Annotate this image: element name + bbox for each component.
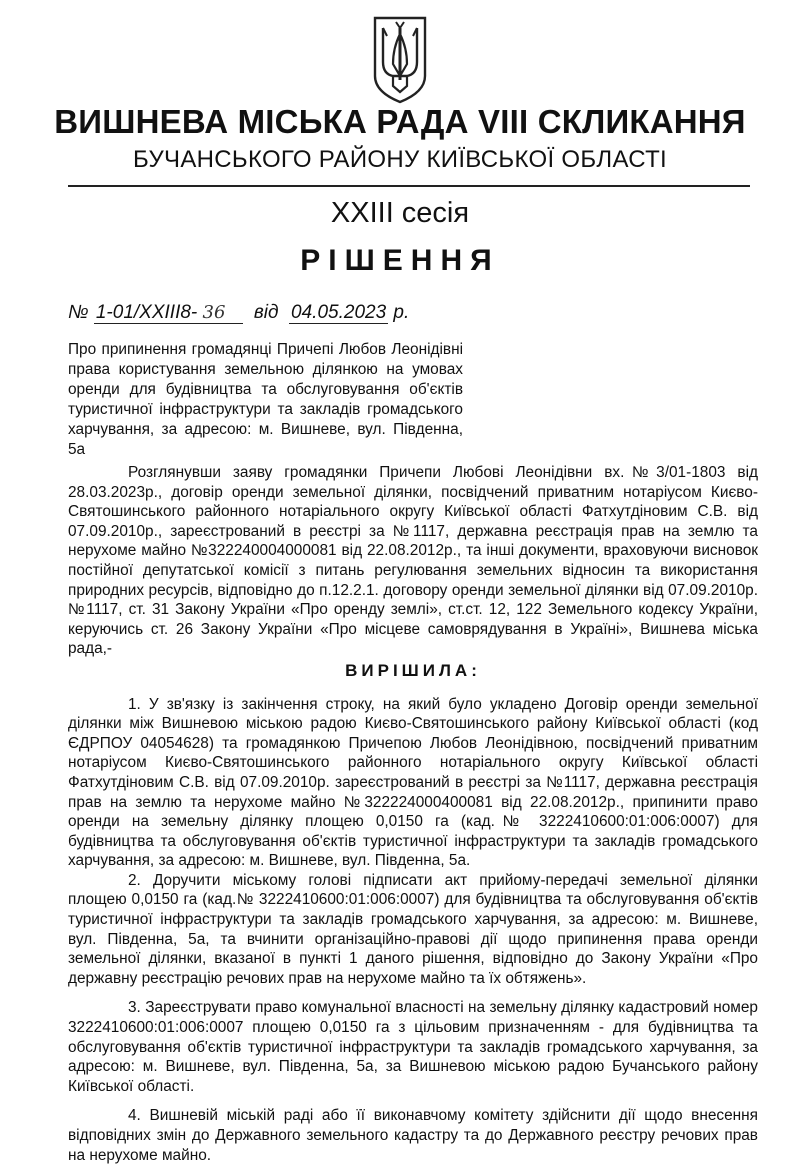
header-divider [68, 185, 750, 187]
district-name: БУЧАНСЬКОГО РАЙОНУ КИЇВСЬКОЇ ОБЛАСТІ [132, 146, 668, 173]
session-title: XXIII сесія [330, 197, 470, 229]
preamble-paragraph: Розглянувши заяву громадянки Причепи Любові Леонідівни вх.№3/01-1803 від 28.03.2023р., договір оренди земельної ділянки, посвідчений приватним нотаріусом Києво-Святошинського районного нотаріального округу Київської області Фатхутдіновим С.В. від 07.09.2010р., зареєстрований в реєстрі за №1117, державна реєстрація прав на землю та нерухоме майно №322240004000081 від 22.08.2012р., та інші документи, враховуючи висновок постійної депутатської комісії з питань регулювання земельних відносин та використання природних ресурсів, відповідно до п.12.2.1. договору оренди земельної ділянки від 07.09.2010р. №1117, ст. 31 Закону України «Про оренду землі», ст.ст. 12, 122 Земельного кодексу України, керуючись ст. 26 Закону України «Про місцеве самоврядування в Україні», Вишнева міська рада,- [68, 464, 758, 658]
decision-number [94, 302, 243, 324]
decision-number-value: 1-01/XXIII8- [95, 302, 198, 323]
decision-item-3: 3. Зареєструвати право комунальної власності на земельну ділянку кадастровий номер 3222410600:01:006:0007 площею 0,0150 га з цільовим призначенням - для будівництва та обслуговування об'єктів туристичної інфраструктури та закладів громадського харчування, за адресою: м. Вишневе, вул. Південна, 5а, за Вишневою міською радою Бучанського району Київської області. [68, 999, 758, 1095]
decision-item-4: 4. Вишневій міській раді або її виконавчому комітету здійснити дії щодо внесення відповідних змін до Державного земельного кадастру та до Державного реєстру речових прав на нерухоме майно. [68, 1107, 758, 1164]
decision-item-2: 2. Доручити міському голові підписати акт прийому-передачі земельної ділянки площею 0,0150 га (кад.№ 3222410600:01:006:0007) для будівництва та обслуговування об'єктів туристичної інфраструктури та закладів громадського харчування, за адресою: м. Вишневе, вул. Південна, 5а, та вчинити організаційно-правові дії щодо припинення права оренди земельної ділянки, вказаної в пункті 1 даного рішення, відповідно до Закону України «Про державну реєстрацію речових прав на нерухоме майно та їх обтяжень». [68, 871, 758, 987]
trident-coat-of-arms-icon [371, 14, 429, 104]
date-suffix: р. [393, 302, 410, 323]
number-prefix: № [68, 302, 89, 323]
decision-date: 04.05.2023 [291, 302, 387, 323]
council-name: ВИШНЕВА МІСЬКА РАДА VIII СКЛИКАННЯ [54, 103, 746, 140]
decision-title: РІШЕННЯ [300, 244, 500, 277]
decision-number-line [68, 302, 409, 324]
decision-item-1: 1. У зв'язку із закінчення строку, на який було укладено Договір оренди земельної ділянки між Вишневою міською радою Києво-Святошинського району Київської області (код ЄДРПОУ 04054628) та громадянкою Причепою Любов Леонідівною, посвідчений приватним нотаріусом Києво-Святошинського районного нотаріального округу Київської області Фатхутдіновим С.В. від 07.09.2010р. зареєстрований в реєстрі за №1117, державна реєстрація прав на землю та нерухоме майно №322224000400081 від 22.08.2012р., припинити право оренди на земельну ділянку площею 0,0150 га (кад.№ 3222410600:01:006:0007) для будівництва та обслуговування об'єктів туристичної інфраструктури та закладів громадського харчування, за адресою: м. Вишневе, вул. Південна, 5а. [68, 695, 758, 870]
handwritten-number: 36 [202, 302, 226, 323]
from-label: від [253, 302, 279, 323]
decision-body [68, 463, 758, 1165]
resolved-heading: ВИРІШИЛА: [345, 660, 481, 680]
decision-subject: Про припинення громадянці Причепі Любов Леонідівні права користування земельною ділянкою на умовах оренди для будівництва та обслуговування об'єктів туристичної інфраструктури та закладів громадського харчування, за адресою: м. Вишневе, вул. Південна, 5а [68, 341, 463, 458]
